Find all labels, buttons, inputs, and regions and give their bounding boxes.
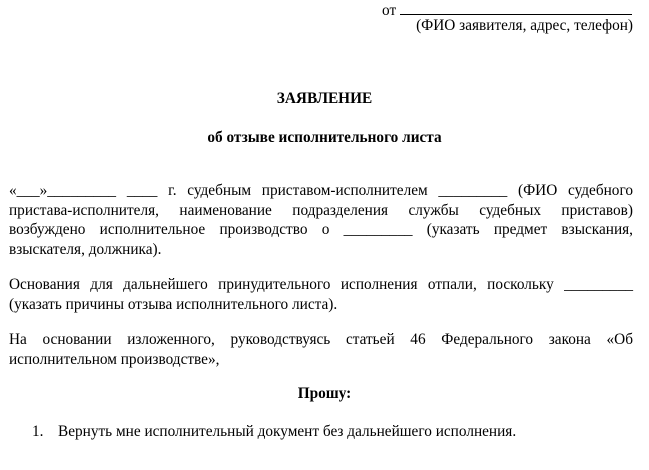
- request-heading: Прошу:: [297, 385, 352, 402]
- document-title: ЗАЯВЛЕНИЕ: [276, 90, 373, 107]
- request-item: [32, 423, 516, 441]
- applicant-hint: (ФИО заявителя, адрес, телефон): [416, 17, 633, 34]
- paragraph-case-initiation: [9, 181, 633, 259]
- paragraph-line: «___»_________ ____ г. судебным приставом-исполнителем _________ (ФИО судебного: [9, 182, 633, 199]
- document-subtitle: об отзыве исполнительного листа: [207, 129, 442, 146]
- paragraph-grounds: [9, 275, 633, 314]
- request-item-text: Вернуть мне исполнительный документ без дальнейшего исполнения.: [58, 423, 517, 440]
- paragraph-line: исполнительном производстве»,: [9, 350, 220, 368]
- paragraph-legal-basis: [9, 330, 633, 369]
- paragraph-line: На основании изложенного, руководствуясь статьей 46 Федерального закона «Об: [9, 331, 633, 348]
- from-label: от: [382, 2, 397, 19]
- paragraph-line: (указать причины отзыва исполнительного листа).: [9, 295, 338, 313]
- request-item-number: 1.: [32, 423, 44, 440]
- paragraph-line: Основания для дальнейшего принудительного исполнения отпали, поскольку _________: [9, 276, 633, 293]
- paragraph-line: взыскателя, должника).: [9, 240, 162, 258]
- paragraph-line: возбуждено исполнительное производство о _________ (указать предмет взыскания,: [9, 221, 633, 238]
- applicant-blank: [400, 0, 632, 15]
- paragraph-line: пристава-исполнителя, наименование подразделения службы судебных приставов): [9, 201, 633, 219]
